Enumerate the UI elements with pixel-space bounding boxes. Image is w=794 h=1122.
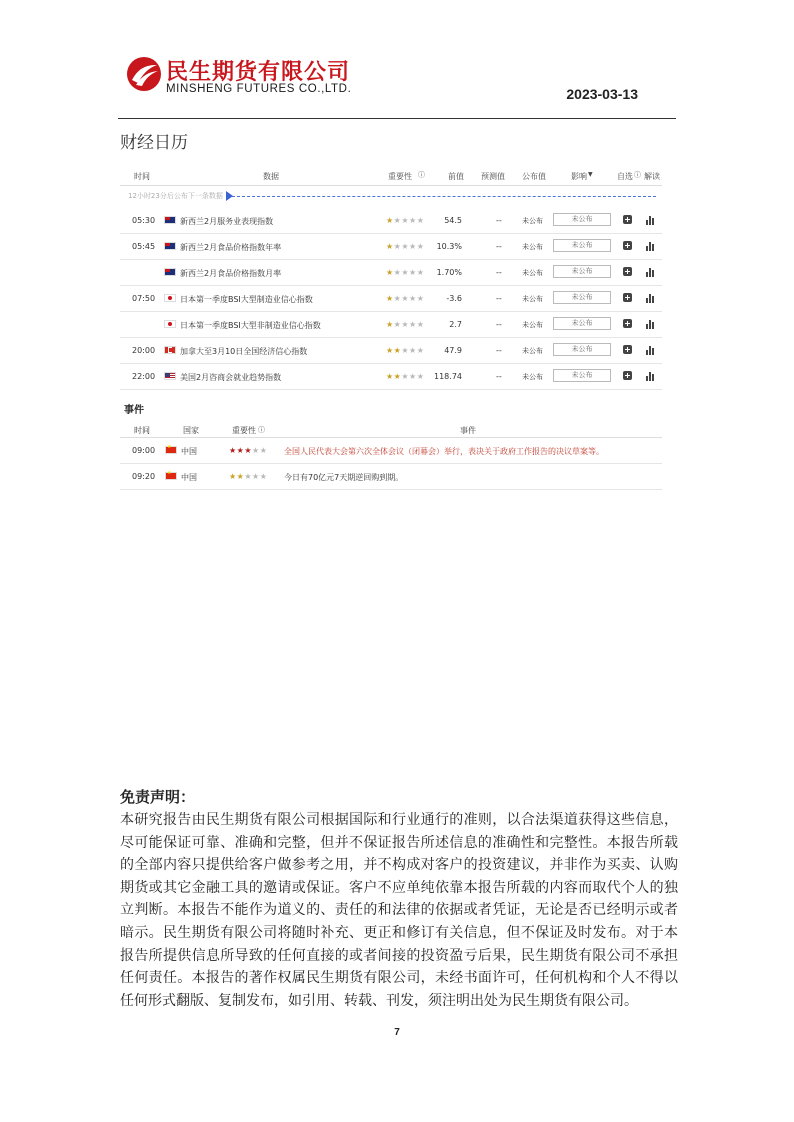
disclaimer bbox=[120, 786, 678, 1012]
economic-calendar bbox=[120, 165, 662, 390]
ev-col-time: 时间 bbox=[134, 426, 150, 435]
row-previous: 1.70% bbox=[436, 268, 462, 277]
col-actual: 公布值 bbox=[522, 172, 546, 181]
importance-stars: ★★★★★ bbox=[386, 372, 425, 381]
event-country: 中国 bbox=[181, 473, 197, 482]
info-icon[interactable]: ⓘ bbox=[258, 426, 265, 434]
calendar-row bbox=[120, 260, 662, 286]
row-previous: 10.3% bbox=[436, 242, 462, 251]
row-indicator-name[interactable]: 新西兰2月食品价格指数月率 bbox=[180, 269, 282, 278]
impact-box: 未公布 bbox=[553, 343, 611, 356]
row-previous: 2.7 bbox=[449, 320, 462, 329]
add-watch-icon[interactable] bbox=[623, 319, 632, 328]
row-time: 07:50 bbox=[132, 294, 156, 303]
event-country: 中国 bbox=[181, 447, 197, 456]
flag-jp-icon bbox=[164, 294, 176, 302]
timeline-line bbox=[232, 196, 656, 197]
row-previous: 54.5 bbox=[444, 216, 462, 225]
row-actual: 未公布 bbox=[522, 321, 543, 329]
bar-chart-icon[interactable] bbox=[646, 372, 655, 381]
flag-cn-icon bbox=[165, 472, 177, 480]
col-forecast: 预测值 bbox=[481, 172, 505, 181]
impact-box: 未公布 bbox=[553, 291, 611, 304]
col-data: 数据 bbox=[263, 172, 279, 181]
bar-chart-icon[interactable] bbox=[646, 242, 655, 251]
row-forecast: -- bbox=[496, 372, 502, 381]
row-actual: 未公布 bbox=[522, 295, 543, 303]
col-importance: 重要性 bbox=[388, 172, 412, 181]
importance-stars: ★★★★★ bbox=[386, 216, 425, 225]
row-actual: 未公布 bbox=[522, 217, 543, 225]
importance-stars: ★★★★★ bbox=[229, 472, 268, 481]
flag-nz-icon bbox=[164, 268, 176, 276]
report-date: 2023-03-13 bbox=[566, 86, 638, 102]
calendar-row bbox=[120, 364, 662, 390]
event-time: 09:20 bbox=[132, 472, 156, 481]
ev-col-country: 国家 bbox=[183, 426, 199, 435]
row-actual: 未公布 bbox=[522, 243, 543, 251]
row-time: 05:45 bbox=[132, 242, 156, 251]
add-watch-icon[interactable] bbox=[623, 371, 632, 380]
impact-box: 未公布 bbox=[553, 239, 611, 252]
row-time: 05:30 bbox=[132, 216, 156, 225]
row-previous: -3.6 bbox=[446, 294, 462, 303]
add-watch-icon[interactable] bbox=[623, 215, 632, 224]
row-time: 20:00 bbox=[132, 346, 156, 355]
info-icon[interactable]: ⓘ bbox=[418, 171, 425, 179]
row-previous: 118.74 bbox=[434, 372, 462, 381]
col-watch: 自选 bbox=[617, 172, 633, 181]
calendar-header bbox=[120, 165, 662, 186]
bar-chart-icon[interactable] bbox=[646, 320, 655, 329]
flag-us-icon bbox=[164, 372, 176, 380]
col-time: 时间 bbox=[134, 172, 150, 181]
bar-chart-icon[interactable] bbox=[646, 294, 655, 303]
row-forecast: -- bbox=[496, 346, 502, 355]
event-text: 全国人民代表大会第六次全体会议（闭幕会）举行，表决关于政府工作报告的决议草案等。 bbox=[284, 447, 604, 456]
row-previous: 47.9 bbox=[444, 346, 462, 355]
next-release-timeline bbox=[120, 186, 662, 208]
bar-chart-icon[interactable] bbox=[646, 346, 655, 355]
add-watch-icon[interactable] bbox=[623, 345, 632, 354]
flag-ca-icon bbox=[164, 346, 176, 354]
importance-stars: ★★★★★ bbox=[386, 294, 425, 303]
flag-nz-icon bbox=[164, 216, 176, 224]
importance-stars: ★★★★★ bbox=[229, 446, 268, 455]
row-actual: 未公布 bbox=[522, 269, 543, 277]
event-row bbox=[120, 438, 662, 464]
section-title: 财经日历 bbox=[120, 133, 188, 153]
calendar-row bbox=[120, 208, 662, 234]
ev-col-event: 事件 bbox=[460, 426, 476, 435]
flag-cn-icon bbox=[165, 446, 177, 454]
page-number: 7 bbox=[394, 1027, 400, 1038]
info-icon[interactable]: ⓘ bbox=[634, 171, 641, 179]
ev-col-importance: 重要性 bbox=[232, 426, 256, 435]
row-time: 22:00 bbox=[132, 372, 156, 381]
brand-name-en: MINSHENG FUTURES CO.,LTD. bbox=[166, 83, 352, 95]
col-impact[interactable]: 影响 bbox=[571, 172, 587, 181]
add-watch-icon[interactable] bbox=[623, 241, 632, 250]
timeline-note: 12小时23分后公布下一条数据 bbox=[128, 192, 223, 200]
impact-box: 未公布 bbox=[553, 213, 611, 226]
importance-stars: ★★★★★ bbox=[386, 346, 425, 355]
events-header bbox=[120, 420, 662, 438]
impact-box: 未公布 bbox=[553, 265, 611, 278]
row-indicator-name[interactable]: 日本第一季度BSI大型非制造业信心指数 bbox=[180, 321, 321, 330]
calendar-row bbox=[120, 312, 662, 338]
row-indicator-name[interactable]: 新西兰2月服务业表现指数 bbox=[180, 217, 274, 226]
importance-stars: ★★★★★ bbox=[386, 242, 425, 251]
importance-stars: ★★★★★ bbox=[386, 268, 425, 277]
row-actual: 未公布 bbox=[522, 373, 543, 381]
event-row bbox=[120, 464, 662, 490]
events-table bbox=[120, 420, 662, 490]
row-forecast: -- bbox=[496, 294, 502, 303]
bar-chart-icon[interactable] bbox=[646, 268, 655, 277]
calendar-row bbox=[120, 338, 662, 364]
calendar-row bbox=[120, 234, 662, 260]
row-forecast: -- bbox=[496, 242, 502, 251]
brand-name-cn: 民生期货有限公司 bbox=[166, 60, 351, 85]
impact-box: 未公布 bbox=[553, 317, 611, 330]
add-watch-icon[interactable] bbox=[623, 293, 632, 302]
row-actual: 未公布 bbox=[522, 347, 543, 355]
row-indicator-name[interactable]: 日本第一季度BSI大型制造业信心指数 bbox=[180, 295, 313, 304]
row-forecast: -- bbox=[496, 268, 502, 277]
row-indicator-name[interactable]: 新西兰2月食品价格指数年率 bbox=[180, 243, 282, 252]
row-indicator-name[interactable]: 美国2月咨商会就业趋势指数 bbox=[180, 373, 282, 382]
sort-caret-icon[interactable]: ▼ bbox=[588, 171, 593, 178]
bar-chart-icon[interactable] bbox=[646, 216, 655, 225]
impact-box: 未公布 bbox=[553, 369, 611, 382]
col-previous: 前值 bbox=[448, 172, 464, 181]
event-time: 09:00 bbox=[132, 446, 156, 455]
flag-nz-icon bbox=[164, 242, 176, 250]
flag-jp-icon bbox=[164, 320, 176, 328]
disclaimer-title: 免责声明： bbox=[120, 788, 196, 806]
importance-stars: ★★★★★ bbox=[386, 320, 425, 329]
disclaimer-body: 本研究报告由民生期货有限公司根据国际和行业通行的准则，以合法渠道获得这些信息，尽可能保证可靠、准确和完整，但并不保证报告所述信息的准确性和完整性。本报告所载的全部内容只提供给客户做参考之用，并不构成对客户的投资建议，并非作为买卖、认购期货或其它金融工具的邀请或保证。客户不应单纯依靠本报告所载的内容而取代个人的独立判断。本报告不能作为道义的、责任的和法律的依据或者凭证，无论是否已经明示或者暗示。民生期货有限公司将随时补充、更正和修订有关信息，但不保证及时发布。对于本报告所提供信息所导致的任何直接的或者间接的投资盈亏后果，民生期货有限公司不承担任何责任。本报告的著作权属民生期货有限公司，未经书面许可，任何机构和个人不得以任何形式翻版、复制发布，如引用、转载、刊发，须注明出处为民生期货有限公司。 bbox=[120, 812, 678, 1009]
add-watch-icon[interactable] bbox=[623, 267, 632, 276]
row-forecast: -- bbox=[496, 320, 502, 329]
minsheng-logo-icon bbox=[126, 56, 162, 92]
col-interpret: 解读 bbox=[644, 172, 660, 181]
page-header bbox=[118, 52, 676, 119]
events-title: 事件 bbox=[124, 405, 144, 416]
row-indicator-name[interactable]: 加拿大至3月10日全国经济信心指数 bbox=[180, 347, 308, 356]
event-text: 今日有70亿元7天期逆回购到期。 bbox=[284, 473, 404, 482]
calendar-row bbox=[120, 286, 662, 312]
row-forecast: -- bbox=[496, 216, 502, 225]
